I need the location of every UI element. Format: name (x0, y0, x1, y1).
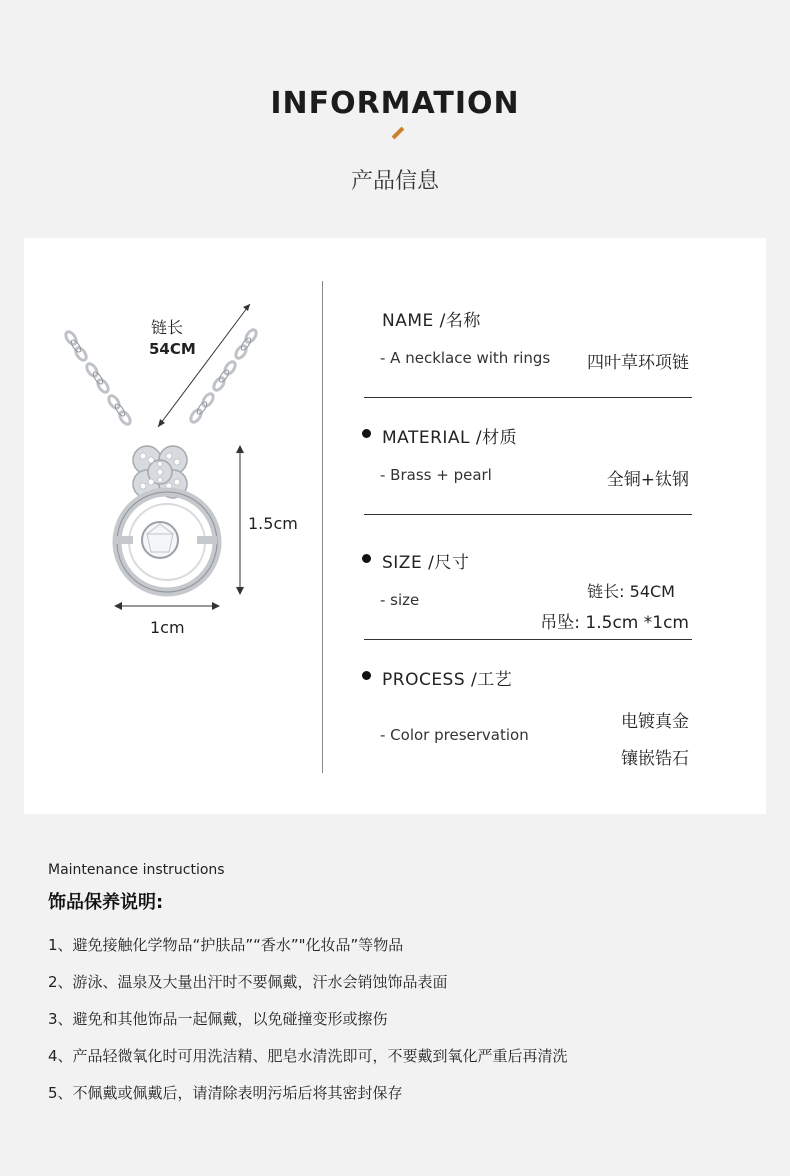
section-divider (364, 514, 692, 515)
maintenance-rule: 2、游泳、温泉及大量出汗时不要佩戴，汗水会销蚀饰品表面 (48, 973, 448, 991)
section-name-item: - A necklace with rings (380, 349, 551, 367)
section-name-value: 四叶草环项链 (587, 353, 689, 373)
maintenance-rule: 4、产品轻微氧化时可用洗洁精、肥皂水清洗即可，不要戴到氧化严重后再清洗 (48, 1047, 568, 1065)
pendant-height-label: 1.5cm (248, 514, 298, 533)
section-process-title: PROCESS /工艺 (382, 670, 513, 690)
maintenance-rule: 1、避免接触化学物品“护肤品”“香水”"化妆品”等物品 (48, 936, 404, 954)
section-process-item: - Color preservation (380, 726, 529, 744)
bullet-icon (362, 429, 371, 438)
page-title: INFORMATION (270, 86, 520, 121)
necklace-figure (55, 290, 315, 650)
section-divider (364, 639, 692, 640)
section-divider (364, 397, 692, 398)
chain-length-label: 链长 (151, 318, 184, 337)
accent-mark (392, 127, 405, 140)
section-material-item: - Brass + pearl (380, 466, 492, 484)
maintenance-rule: 3、避免和其他饰品一起佩戴，以免碰撞变形或擦伤 (48, 1010, 388, 1028)
maintenance-title-en: Maintenance instructions (48, 862, 225, 878)
section-material-value: 全铜+钛钢 (606, 470, 689, 490)
section-size-item: - size (380, 591, 420, 609)
pendant-width-label: 1cm (150, 618, 185, 637)
section-size-value-pendant: 吊坠: 1.5cm *1cm (540, 613, 689, 633)
chain-length-value: 54CM (149, 340, 196, 358)
maintenance-rule: 5、不佩戴或佩戴后，请清除表明污垢后将其密封保存 (48, 1084, 403, 1102)
bullet-icon (362, 554, 371, 563)
section-material-title: MATERIAL /材质 (382, 428, 518, 448)
page-subtitle: 产品信息 (350, 169, 439, 194)
bullet-icon (362, 671, 371, 680)
column-divider (322, 281, 323, 773)
maintenance-title-cn: 饰品保养说明: (48, 892, 164, 913)
section-process-value-plating: 电镀真金 (621, 712, 689, 732)
section-process-value-inlay: 镶嵌锆石 (621, 749, 689, 769)
section-size-title: SIZE /尺寸 (382, 553, 470, 573)
section-name-title: NAME /名称 (382, 311, 481, 331)
section-size-value-chain: 链长: 54CM (587, 582, 675, 601)
